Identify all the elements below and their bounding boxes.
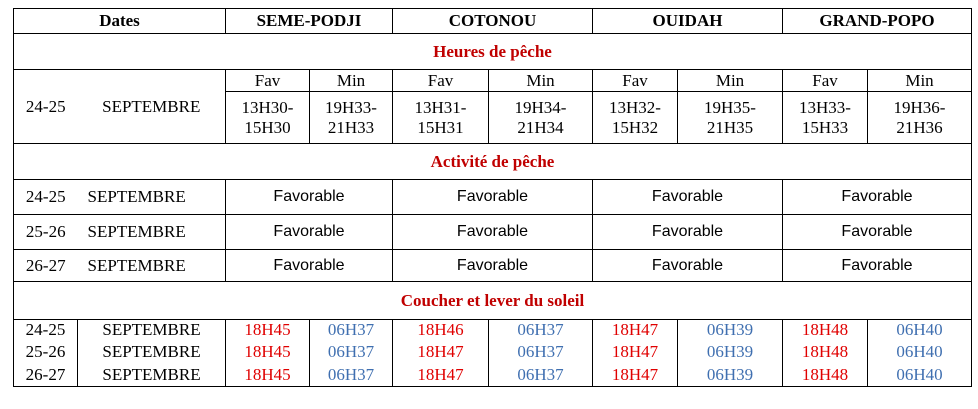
city-header-seme-podji: SEME-PODJI <box>226 9 393 34</box>
sunrise-time: 06H39 <box>678 364 783 387</box>
activity-month: SEPTEMBRE <box>78 215 226 250</box>
activity-value-cotonou: Favorable <box>393 180 593 215</box>
sunset-time: 18H47 <box>393 341 489 364</box>
fav-start: 13H30- <box>241 97 294 117</box>
fav-end: 15H32 <box>611 117 659 137</box>
activity-value-seme-podji: Favorable <box>226 180 393 215</box>
fav-end: 15H31 <box>417 117 464 137</box>
min-time-range <box>310 92 393 144</box>
activity-value-ouidah: Favorable <box>593 180 783 215</box>
city-header-ouidah: OUIDAH <box>593 9 783 34</box>
sunrise-time: 06H37 <box>310 341 393 364</box>
activity-value-cotonou: Favorable <box>393 250 593 282</box>
sun-date: 24-25 <box>14 320 78 341</box>
dates-header: Dates <box>14 9 226 34</box>
sun-date: 26-27 <box>14 364 78 387</box>
activity-value-ouidah: Favorable <box>593 215 783 250</box>
min-end: 21H35 <box>706 117 754 137</box>
activity-date: 25-26 <box>14 215 78 250</box>
min-end: 21H33 <box>327 117 375 137</box>
activity-row <box>14 180 972 215</box>
sunset-time: 18H48 <box>783 320 868 341</box>
sunset-time: 18H47 <box>593 320 678 341</box>
min-end: 21H36 <box>896 117 943 137</box>
activity-value-seme-podji: Favorable <box>226 215 393 250</box>
sunrise-time: 06H37 <box>310 364 393 387</box>
sunrise-time: 06H40 <box>868 341 972 364</box>
weather-fishing-table <box>13 8 972 387</box>
sunrise-time: 06H39 <box>678 341 783 364</box>
sunset-time: 18H46 <box>393 320 489 341</box>
min-start: 19H34- <box>514 97 567 117</box>
sun-month: SEPTEMBRE <box>78 364 226 387</box>
sunrise-time: 06H40 <box>868 320 972 341</box>
fav-start: 13H32- <box>609 97 661 117</box>
activity-row <box>14 215 972 250</box>
activity-value-grand-popo: Favorable <box>783 215 972 250</box>
min-time-range <box>678 92 783 144</box>
min-start: 19H36- <box>893 97 946 117</box>
city-header-grand-popo: GRAND-POPO <box>783 9 972 34</box>
activity-value-grand-popo: Favorable <box>783 180 972 215</box>
sunset-time: 18H48 <box>783 364 868 387</box>
fav-label: Fav <box>226 70 310 92</box>
fav-time-range <box>393 92 489 144</box>
sunset-time: 18H47 <box>393 364 489 387</box>
sunset-time: 18H45 <box>226 364 310 387</box>
section-title-fishing-activity: Activité de pêche <box>14 144 972 180</box>
sunrise-time: 06H39 <box>678 320 783 341</box>
fav-start: 13H31- <box>414 97 467 117</box>
min-label: Min <box>678 70 783 92</box>
section-title-sun: Coucher et lever du soleil <box>14 282 972 320</box>
min-start: 19H35- <box>704 97 756 117</box>
fav-time-range <box>783 92 868 144</box>
min-start: 19H33- <box>325 97 377 117</box>
min-time-range <box>868 92 972 144</box>
sunrise-time: 06H37 <box>489 341 593 364</box>
sun-month: SEPTEMBRE <box>78 320 226 341</box>
activity-month: SEPTEMBRE <box>78 250 226 282</box>
fav-label: Fav <box>593 70 678 92</box>
sun-date: 25-26 <box>14 341 78 364</box>
activity-date: 26-27 <box>14 250 78 282</box>
city-header-cotonou: COTONOU <box>393 9 593 34</box>
fishing-hours-month: SEPTEMBRE <box>78 70 226 144</box>
header-row <box>14 9 972 34</box>
sun-month: SEPTEMBRE <box>78 341 226 364</box>
sunset-time: 18H47 <box>593 364 678 387</box>
min-label: Min <box>310 70 393 92</box>
sunrise-time: 06H40 <box>868 364 972 387</box>
min-label: Min <box>868 70 972 92</box>
sunset-time: 18H45 <box>226 341 310 364</box>
min-time-range <box>489 92 593 144</box>
sunset-time: 18H47 <box>593 341 678 364</box>
activity-value-seme-podji: Favorable <box>226 250 393 282</box>
sunset-time: 18H48 <box>783 341 868 364</box>
fav-label: Fav <box>783 70 868 92</box>
fav-time-range <box>226 92 310 144</box>
sunset-time: 18H45 <box>226 320 310 341</box>
section-title-fishing-hours: Heures de pêche <box>14 34 972 70</box>
sunrise-time: 06H37 <box>489 320 593 341</box>
activity-value-ouidah: Favorable <box>593 250 783 282</box>
min-label: Min <box>489 70 593 92</box>
fishing-hours-date: 24-25 <box>14 70 78 144</box>
fav-end: 15H30 <box>244 117 291 137</box>
activity-row <box>14 250 972 282</box>
sun-row <box>14 364 972 387</box>
fav-start: 13H33- <box>799 97 851 117</box>
activity-value-grand-popo: Favorable <box>783 250 972 282</box>
activity-date: 24-25 <box>14 180 78 215</box>
fav-end: 15H33 <box>801 117 849 137</box>
activity-value-cotonou: Favorable <box>393 215 593 250</box>
fav-label: Fav <box>393 70 489 92</box>
sunrise-time: 06H37 <box>489 364 593 387</box>
sun-row <box>14 341 972 364</box>
sun-row <box>14 320 972 341</box>
min-end: 21H34 <box>517 117 564 137</box>
fav-time-range <box>593 92 678 144</box>
activity-month: SEPTEMBRE <box>78 180 226 215</box>
sunrise-time: 06H37 <box>310 320 393 341</box>
